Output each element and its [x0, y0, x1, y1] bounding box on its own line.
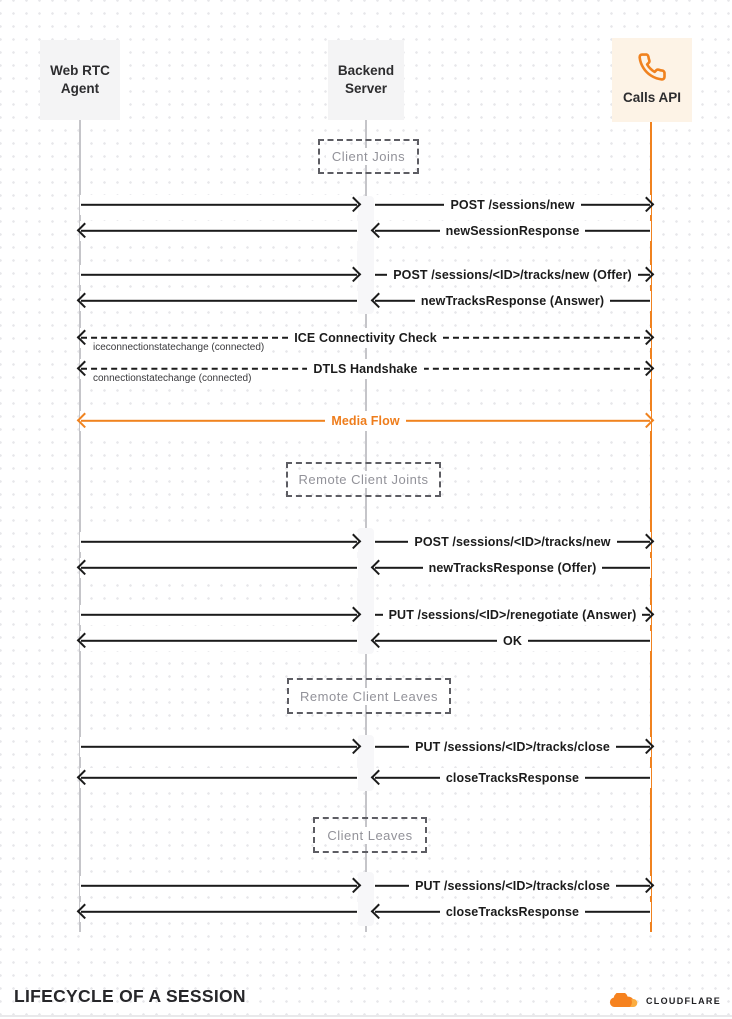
arrow-new-tracks-response-answer	[374, 291, 651, 311]
message-label: DTLS Handshake	[307, 362, 423, 376]
message-label: POST /sessions/<ID>/tracks/new (Offer)	[387, 268, 638, 282]
arrowhead-left-icon	[77, 413, 93, 429]
arrow-backend-to-agent	[80, 558, 358, 578]
section-remote-client-leaves	[287, 678, 451, 714]
activation-bar	[357, 735, 374, 791]
phone-icon	[637, 52, 667, 82]
arrow-backend-to-agent	[80, 631, 358, 651]
arrowhead-left-icon	[77, 633, 93, 649]
activation-bar	[357, 872, 374, 926]
actor-label: Agent	[60, 81, 100, 96]
arrowhead-left-icon	[77, 293, 93, 309]
arrow-new-session-response	[374, 221, 651, 241]
section-client-leaves	[313, 817, 427, 853]
actor-label: Calls API	[622, 90, 682, 106]
section-label: Remote Client Joints	[293, 471, 435, 488]
arrow-backend-to-agent	[80, 221, 358, 241]
cloudflare-cloud-icon	[609, 993, 641, 1009]
arrowhead-left-icon	[77, 560, 93, 576]
arrow-ok-response	[374, 631, 651, 651]
message-label: closeTracksResponse	[440, 905, 585, 919]
cloudflare-brand-text: CLOUDFLARE	[646, 996, 721, 1006]
arrow-close-tracks-response	[374, 768, 651, 788]
arrow-backend-to-agent	[80, 768, 358, 788]
message-label: newTracksResponse (Offer)	[423, 561, 603, 575]
actor-calls-api	[612, 38, 692, 122]
arrow-agent-to-backend	[80, 265, 358, 285]
arrow-agent-to-backend	[80, 737, 358, 757]
arrowhead-left-icon	[77, 770, 93, 786]
message-label: POST /sessions/<ID>/tracks/new	[408, 535, 616, 549]
arrow-post-tracks-new	[374, 532, 651, 552]
actor-webrtc-agent	[40, 40, 120, 120]
arrow-close-tracks-response	[374, 902, 651, 922]
section-label: Client Joins	[326, 148, 411, 165]
arrowhead-left-icon	[371, 223, 387, 239]
arrowhead-left-icon	[371, 560, 387, 576]
message-label: PUT /sessions/<ID>/tracks/close	[409, 879, 616, 893]
section-remote-client-joins	[286, 462, 441, 497]
lifeline-calls-api	[650, 122, 652, 932]
lifeline-webrtc-agent	[79, 120, 81, 932]
message-label: PUT /sessions/<ID>/tracks/close	[409, 740, 616, 754]
message-label: Media Flow	[325, 414, 405, 428]
arrow-backend-to-agent	[80, 291, 358, 311]
actor-label: Backend	[337, 62, 395, 78]
message-label: PUT /sessions/<ID>/renegotiate (Answer)	[383, 608, 643, 622]
note-iceconnectionstatechange: iceconnectionstatechange (connected)	[90, 342, 267, 353]
arrowhead-left-icon	[371, 770, 387, 786]
arrowhead-left-icon	[371, 293, 387, 309]
page-title: LIFECYCLE OF A SESSION	[14, 986, 246, 1006]
arrowhead-left-icon	[371, 633, 387, 649]
actor-backend-server	[328, 40, 404, 120]
actor-label: Server	[344, 81, 388, 96]
message-label: closeTracksResponse	[440, 771, 585, 785]
message-label: POST /sessions/new	[444, 198, 580, 212]
cloudflare-logo	[609, 993, 721, 1009]
arrow-new-tracks-response-offer	[374, 558, 651, 578]
section-label: Client Leaves	[321, 827, 418, 844]
message-label: newSessionResponse	[440, 224, 586, 238]
arrow-put-tracks-close	[374, 737, 651, 757]
message-label: ICE Connectivity Check	[288, 331, 443, 345]
arrowhead-left-icon	[77, 223, 93, 239]
section-client-joins	[318, 139, 419, 174]
arrow-agent-to-backend	[80, 195, 358, 215]
arrow-agent-to-backend	[80, 876, 358, 896]
note-connectionstatechange: connectionstatechange (connected)	[90, 373, 254, 384]
arrow-post-sessions-new	[374, 195, 651, 215]
message-label: OK	[497, 634, 528, 648]
arrow-put-renegotiate-answer	[374, 605, 651, 625]
arrow-post-tracks-new-offer	[374, 265, 651, 285]
activation-bar	[357, 528, 374, 654]
section-label: Remote Client Leaves	[294, 688, 444, 705]
message-label: newTracksResponse (Answer)	[415, 294, 610, 308]
arrow-agent-to-backend	[80, 532, 358, 552]
actor-label: Web RTC	[50, 62, 110, 78]
activation-bar	[357, 196, 374, 314]
arrow-put-tracks-close	[374, 876, 651, 896]
arrow-media-flow	[80, 411, 651, 431]
arrowhead-left-icon	[77, 904, 93, 920]
arrowhead-left-icon	[371, 904, 387, 920]
arrow-agent-to-backend	[80, 605, 358, 625]
bottom-divider	[0, 1015, 732, 1017]
arrow-backend-to-agent	[80, 902, 358, 922]
